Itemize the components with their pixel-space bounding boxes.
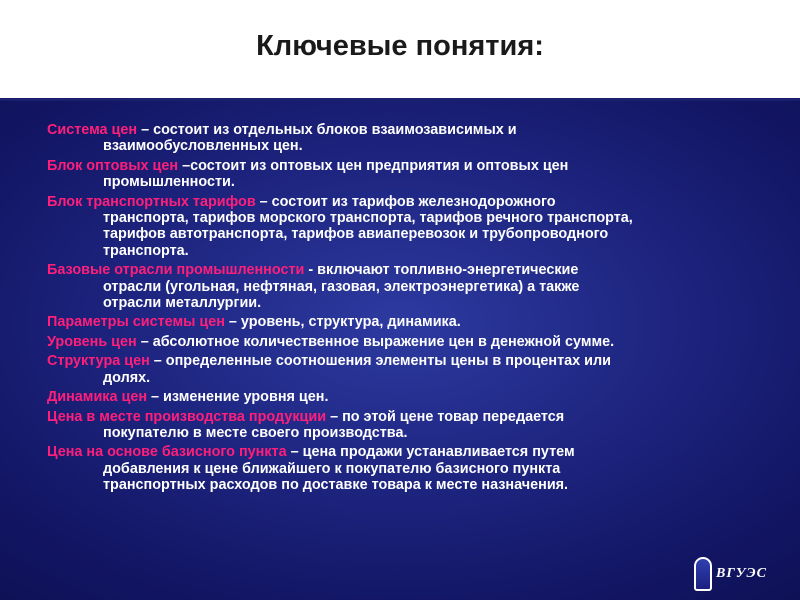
definition-text: – определенные соотношения элементы цены в процентах или долях. [103,353,611,386]
definition-term: Блок транспортных тарифов [47,193,256,210]
definition-text: – цена продажи устанавливается путем добавления к цене ближайшего к покупателю базисного пункта транспортных расходов по доставке товара к месте назначения. [103,444,575,494]
slide-header [0,0,800,98]
header-divider [0,98,800,101]
definition-term: Цена в месте производства продукции [47,408,327,425]
definition-item [47,158,777,191]
definition-text: - включают топливно-энергетические отрасли (угольная, нефтяная, газовая, электроэнергетика) а также отрасли металлургии. [103,262,580,312]
definitions-list [47,122,777,497]
definition-term: Уровень цен [47,333,137,350]
definition-item [47,262,777,311]
slide-title: Ключевые понятия: [256,30,544,62]
definition-term: Система цен [47,122,138,138]
definition-text: – абсолютное количественное выражение цен в денежной сумме. [136,333,615,350]
definition-term: Цена на основе базисного пункта [47,444,287,461]
definition-term: Базовые отрасли промышленности [47,262,305,279]
definition-text: – уровень, структура, динамика. [224,314,461,331]
definition-term: Блок оптовых цен [47,157,179,174]
logo-text: ВГУЭС [716,566,767,581]
definition-item [47,194,777,260]
definition-text: – состоит из отдельных блоков взаимозависимых и взаимообусловленных цен. [103,122,517,155]
definition-item [47,122,777,155]
definition-text: – по этой цене товар передается покупателю в месте своего производства. [103,408,565,441]
definition-item [47,334,777,350]
definition-term: Динамика цен [47,389,148,406]
definition-item [47,353,777,386]
definition-term: Структура цен [47,353,150,370]
definition-item [47,389,777,405]
definition-text: – состоит из тарифов железнодорожного транспорта, тарифов морского транспорта, тарифов речного транспорта, тарифов автотранспорта, тарифов авиаперевозок и трубопроводного транспорта. [103,193,633,259]
definition-text: – изменение уровня цен. [147,389,329,406]
definition-item [47,314,777,330]
definition-text: –состоит из оптовых цен предприятия и оптовых цен промышленности. [103,157,569,191]
university-logo [694,557,774,593]
logo-emblem-icon [694,557,712,591]
definition-item [47,444,777,493]
definition-item [47,409,777,442]
definition-term: Параметры системы цен [47,314,225,331]
